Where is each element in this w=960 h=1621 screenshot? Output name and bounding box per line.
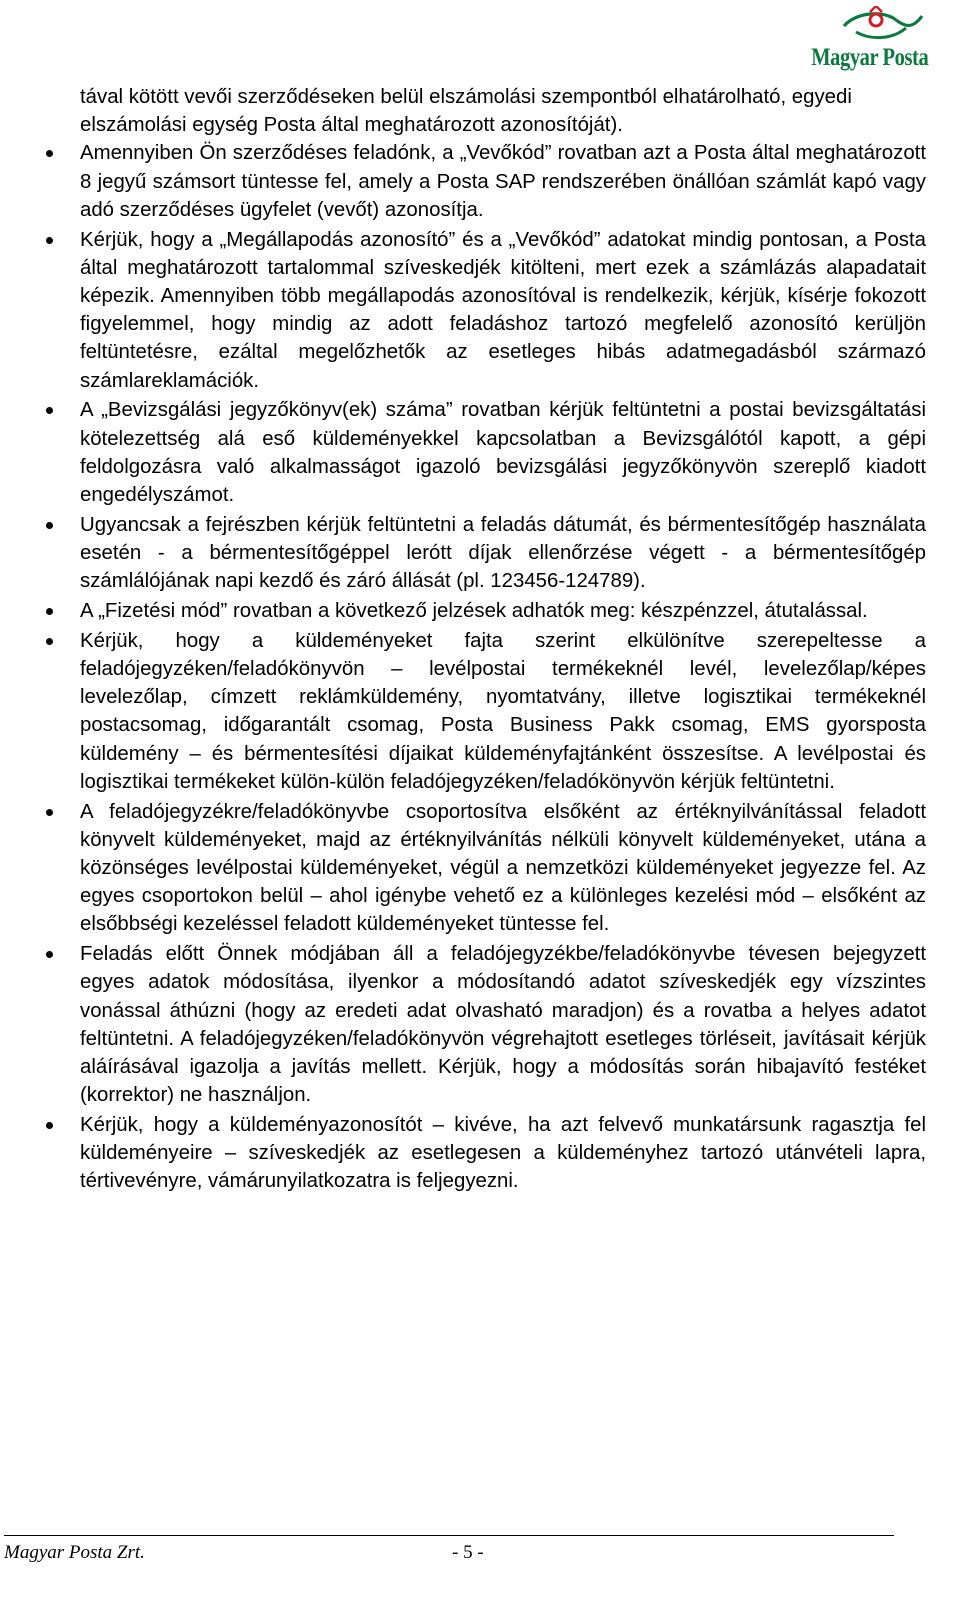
- list-item: [80, 139, 926, 224]
- list-item: [80, 798, 926, 939]
- logo: [786, 6, 929, 72]
- bullet-icon: [46, 809, 53, 816]
- bullet-icon: [46, 608, 53, 615]
- footer-divider: [4, 1535, 894, 1536]
- footer-company: Magyar Posta Zrt.: [4, 1542, 145, 1563]
- list-item: [80, 396, 926, 509]
- list-item: [80, 511, 926, 596]
- bullet-list: [80, 139, 926, 1195]
- bullet-icon: [46, 522, 53, 529]
- document-body: [80, 83, 926, 1197]
- list-item: [80, 226, 926, 395]
- list-item-text: Kérjük, hogy a küldeményazonosítót – kivéve, ha azt felvevő munkatársunk ragasztja fel küldeményeire – szíveskedjék az esetlegesen a küldeményhez tartozó utánvételi lapra, tértivevényre, vámárunyilatkozatra is feljegyezni.: [80, 1114, 926, 1193]
- bullet-icon: [46, 237, 53, 244]
- bullet-icon: [46, 150, 53, 157]
- list-item-text: A feladójegyzékre/feladókönyvbe csoportosítva elsőként az értéknyilvánítással feladott könyvelt küldeményeket, majd az értéknyilvánítás nélküli könyvelt küldeményeket, utána a közönséges levélpostai küldeményeket, végül a nemzetközi küldeményeket jegyezze fel. Az egyes csoportokon belül – ahol igénybe vehető ez a különleges kezelési mód – elsőként az elsőbbségi kezeléssel feladott küldeményeket tüntesse fel.: [80, 800, 926, 936]
- bullet-icon: [46, 1122, 53, 1129]
- page-number: - 5 -: [452, 1542, 484, 1563]
- bullet-icon: [46, 407, 53, 414]
- list-item-text: Feladás előtt Önnek módjában áll a feladójegyzékbe/feladókönyvbe tévesen bejegyzett egyes adatok módosítása, ilyenkor a módosítandó adatot szíveskedjék egy vízszintes vonással áthúzni (hogy az eredeti adat olvasható maradjon) és a rovatba a helyes adatot feltüntetni. A feladójegyzéken/feladókönyvön végrehajtott esetleges törléseit, javításait kérjük aláírásával igazolja a javítás mellett. Kérjük, hogy a módosítás során hibajavító festéket (korrektor) ne használjon.: [80, 943, 926, 1107]
- list-item: [80, 940, 926, 1109]
- list-item: [80, 1111, 926, 1196]
- list-item-text: A „Bevizsgálási jegyzőkönyv(ek) száma” rovatban kérjük feltüntetni a postai bevizsgáltatási kötelezettség alá eső küldeményekkel kapcsolatban a Bevizsgálótól kapott, a gépi feldolgozásra való alkalmasságot igazoló bevizsgálási jegyzőkönyvön szereplő kiadott engedélyszámot.: [80, 399, 926, 507]
- list-item-text: Kérjük, hogy a „Megállapodás azonosító” és a „Vevőkód” adatokat mindig pontosan, a Posta által meghatározott tartalommal szíveskedjék kitölteni, mert ezek a számlázás alapadatait képezik. Amennyiben több megállapodás azonosítóval is rendelkezik, kérjük, kísérje fokozott figyelemmel, hogy mindig az adott feladáshoz tartozó megfelelő azonosító kerüljön feltüntetésre, ezáltal megelőzhetők az esetleges hibás adatmegadásból származó számlareklamációk.: [80, 228, 926, 392]
- bullet-icon: [46, 638, 53, 645]
- list-item-text: Ugyancsak a fejrészben kérjük feltüntetni a feladás dátumát, és bérmentesítőgép használata esetén - a bérmentesítőgéppel lerótt díjak ellenőrzése végett - a bérmentesítőgép számlálójának napi kezdő és záró állását (pl. 123456-124789).: [80, 513, 926, 593]
- post-horn-icon: [836, 6, 926, 48]
- lead-paragraph: tával kötött vevői szerződéseken belül elszámolási szempontból elhatárolható, egyedi elszámolási egység Posta által meghatározott azonosítóját).: [80, 86, 852, 137]
- list-item: [80, 627, 926, 796]
- list-item-text: A „Fizetési mód” rovatban a következő jelzések adhatók meg: készpénzzel, átutalással.: [80, 600, 868, 623]
- list-item: [80, 597, 926, 625]
- logo-text: Magyar Posta: [811, 44, 929, 71]
- list-item-text: Kérjük, hogy a küldeményeket fajta szerint elkülönítve szerepeltesse a feladójegyzéken/feladókönyvön – levélpostai termékeknél levél, levelezőlap/képes levelezőlap, címzett reklámküldemény, nyomtatvány, illetve logisztikai termékeknél postacsomag, időgarantált csomag, Posta Business Pakk csomag, EMS gyorsposta küldemény – és bérmentesítési díjaikat küldeményfajtánként összesítse. A levélpostai és logisztikai termékeket külön-külön feladójegyzéken/feladókönyvön kérjük feltüntetni.: [80, 629, 926, 793]
- bullet-icon: [46, 951, 53, 958]
- list-item-text: Amennyiben Ön szerződéses feladónk, a „Vevőkód” rovatban azt a Posta által meghatározott 8 jegyű számsort tüntesse fel, amely a Posta SAP rendszerében önállóan számlát kapó vagy adó szerződéses ügyfelet (vevőt) azonosítja.: [80, 142, 926, 221]
